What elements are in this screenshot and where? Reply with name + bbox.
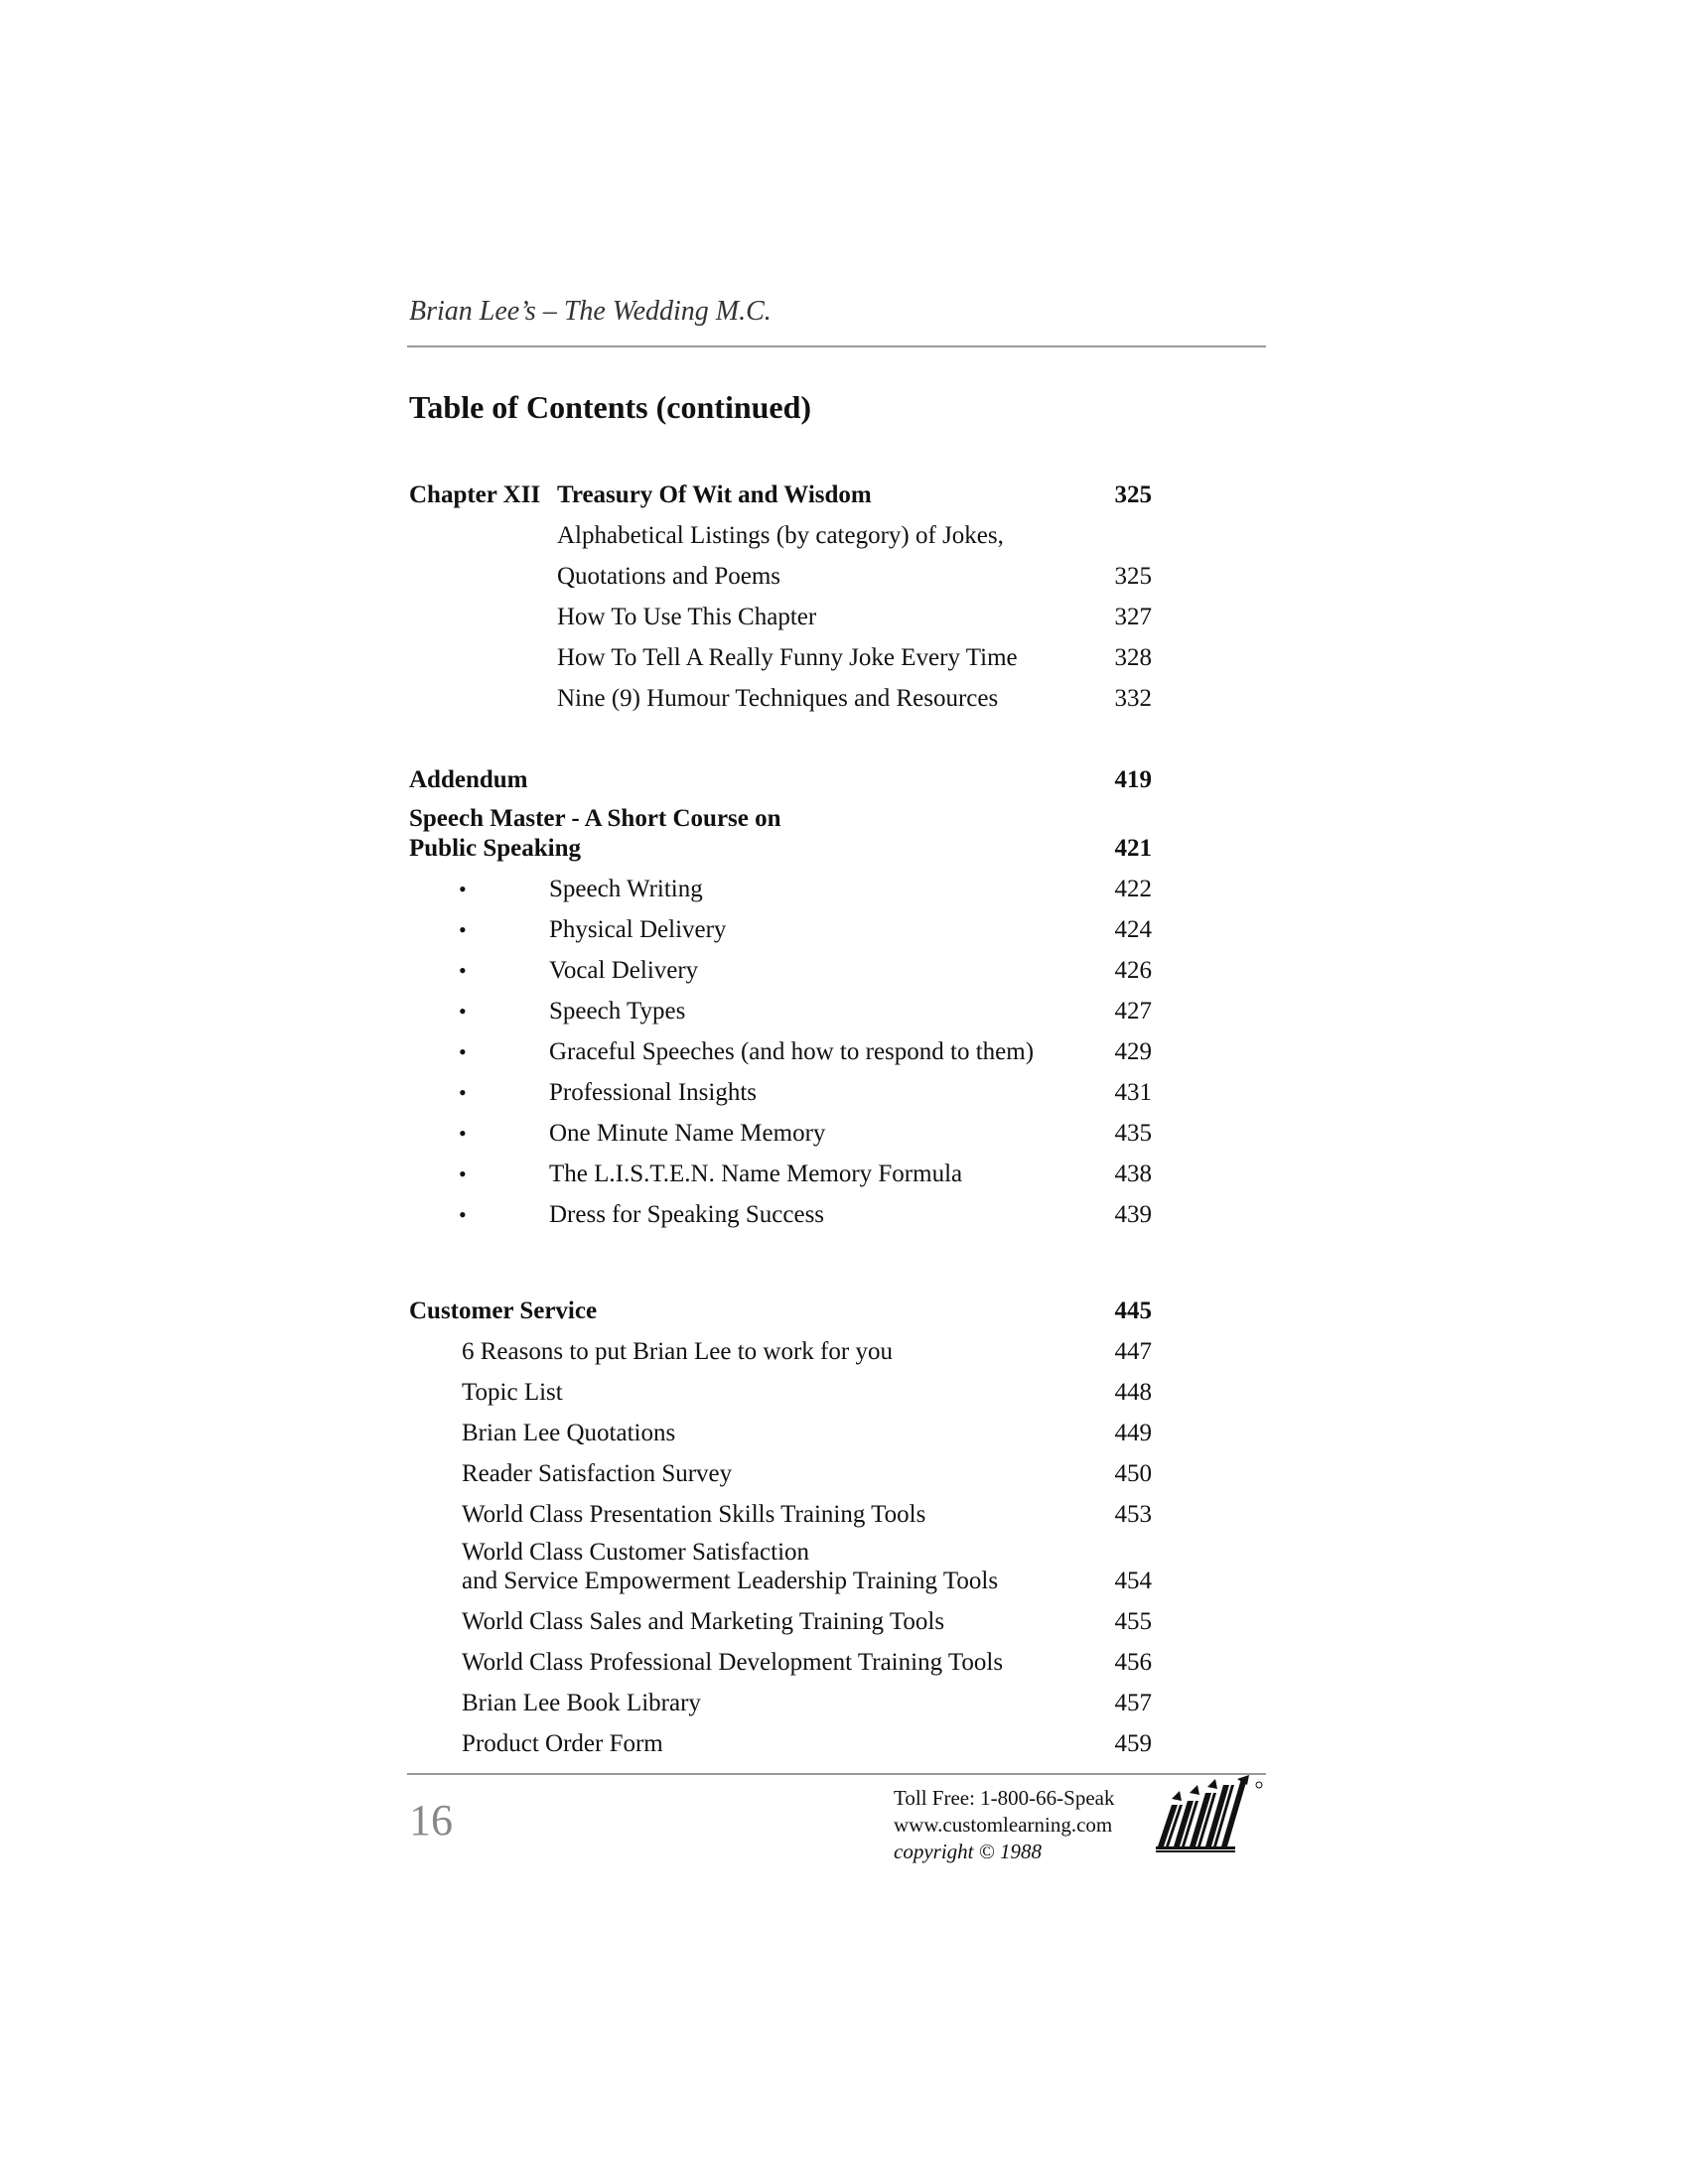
toc-entry: The L.I.S.T.E.N. Name Memory Formula [549,1160,963,1187]
section-title: Addendum [409,766,528,793]
toc-entry-page: 456 [1114,1649,1152,1676]
bullet-icon: • [459,877,467,901]
toc-entry: Brian Lee Book Library [462,1690,701,1716]
bullet-icon: • [459,1121,467,1146]
toc-entry-page: 455 [1114,1608,1152,1635]
toc-entry-page: 327 [1114,604,1152,630]
footer-contact [894,1785,1114,1865]
bullet-icon: • [459,1202,467,1227]
chapter-label: Chapter XII [409,481,541,508]
bullet-icon: • [459,1039,467,1064]
toc-entry: World Class Presentation Skills Training Tools [462,1501,926,1528]
header-rule [407,345,1266,347]
toc-entry: World Class Sales and Marketing Training Tools [462,1608,945,1635]
toll-free-number: Toll Free: 1-800-66-Speak [894,1786,1115,1810]
toc-entry-page: 429 [1114,1038,1152,1065]
toc-entry-page: 435 [1114,1120,1152,1147]
toc-entry: Topic List [462,1379,563,1406]
website-link: www.customlearning.com [894,1813,1113,1837]
toc-entry: Vocal Delivery [549,957,699,984]
section-page: 419 [1114,766,1152,793]
toc-entry-page: 457 [1114,1690,1152,1716]
bullet-icon: • [459,917,467,942]
section-title: Customer Service [409,1297,598,1324]
bullet-icon: • [459,1161,467,1186]
section-page: 421 [1114,835,1152,862]
toc-entry-page: 454 [1114,1568,1152,1594]
toc-entry-page: 431 [1114,1079,1152,1106]
toc-entry-page: 447 [1114,1338,1152,1365]
copyright-notice: copyright © 1988 [894,1840,1042,1863]
toc-entry-page: 449 [1114,1420,1152,1446]
page-title: Table of Contents (continued) [409,389,812,425]
chapter-page: 325 [1114,481,1152,508]
toc-entry-page: 325 [1114,563,1152,590]
toc-entry-page: 427 [1114,998,1152,1024]
toc-entry-page: 426 [1114,957,1152,984]
toc-entry-page: 424 [1114,916,1152,943]
section-title: Public Speaking [409,835,581,862]
toc-entry: World Class Professional Development Training Tools [462,1649,1004,1676]
section-page: 445 [1114,1297,1152,1324]
toc-entry-page: 328 [1114,644,1152,671]
toc-entry: How To Tell A Really Funny Joke Every Time [557,644,1018,671]
toc-entry: 6 Reasons to put Brian Lee to work for you [462,1338,893,1365]
toc-entry-page: 448 [1114,1379,1152,1406]
toc-entry: Nine (9) Humour Techniques and Resources [557,685,999,712]
toc-entry-page: 459 [1114,1730,1152,1757]
toc-entry: Physical Delivery [549,916,727,943]
toc-entry-page: 439 [1114,1201,1152,1228]
running-header: Brian Lee’s – The Wedding M.C. [409,296,772,327]
toc-entry-page: 422 [1114,876,1152,902]
toc-entry: Speech Types [549,998,686,1024]
toc-entry: Dress for Speaking Success [549,1201,825,1228]
page-number: 16 [409,1796,453,1844]
chapter-title: Treasury Of Wit and Wisdom [557,481,872,508]
footer-rule [407,1773,1266,1775]
toc-entry: Professional Insights [549,1079,758,1106]
toc-entry: Alphabetical Listings (by category) of Jokes, [557,522,1004,549]
bullet-icon: • [459,999,467,1024]
bullet-icon: • [459,958,467,983]
bullet-icon: • [459,1080,467,1105]
toc-entry: How To Use This Chapter [557,604,817,630]
toc-entry-page: 453 [1114,1501,1152,1528]
toc-entry: World Class Customer Satisfaction [462,1539,810,1566]
toc-entry: Graceful Speeches (and how to respond to them) [549,1038,1035,1065]
toc-entry: Reader Satisfaction Survey [462,1460,733,1487]
toc-entry: Speech Writing [549,876,703,902]
toc-entry-page: 438 [1114,1160,1152,1187]
toc-entry: Brian Lee Quotations [462,1420,676,1446]
toc-entry: and Service Empowerment Leadership Training Tools [462,1568,999,1594]
toc-entry-page: 450 [1114,1460,1152,1487]
toc-entry-page: 332 [1114,685,1152,712]
section-title: Speech Master - A Short Course on [409,805,781,832]
toc-entry: Product Order Form [462,1730,663,1757]
toc-entry: Quotations and Poems [557,563,780,590]
custom-learning-logo-icon [1152,1775,1271,1854]
toc-entry: One Minute Name Memory [549,1120,826,1147]
